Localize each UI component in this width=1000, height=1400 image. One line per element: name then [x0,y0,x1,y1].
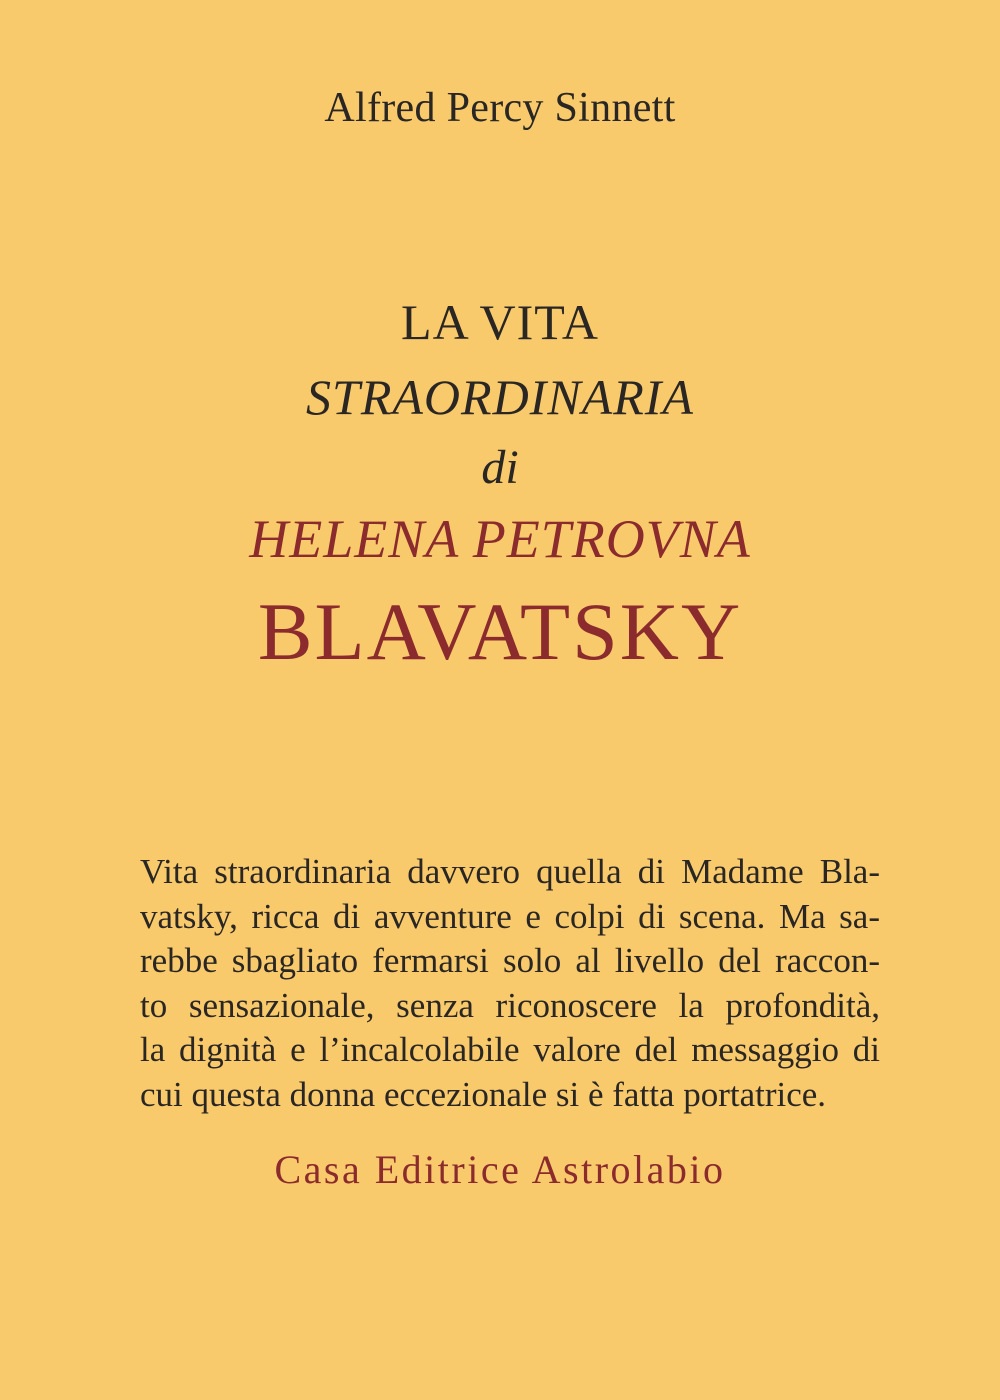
author-name: Alfred Percy Sinnett [324,85,676,131]
blurb-paragraph [140,850,880,1117]
blurb-line: Vita straordinaria davvero quella di Madame Bla- [140,852,880,891]
blurb-line: la dignità e l’incalcolabile valore del messaggio di [140,1030,880,1069]
blurb-line: vatsky, ricca di avventure e colpi di scena. Ma sa- [140,896,880,936]
publisher-name: Casa Editrice Astrolabio [274,1147,726,1192]
title-line-3: di [481,441,519,494]
title-line-2: STRAORDINARIA [306,369,694,425]
blurb-line: rebbe sbagliato fermarsi solo al livello del raccon- [140,941,880,980]
title-line-5: BLAVATSKY [257,586,743,677]
blurb-line: cui questa donna eccezionale si è fatta portatrice. [140,1074,827,1114]
title-line-1: LA VITA [401,294,599,350]
blurb-line: to sensazionale, senza riconoscere la profondità, [140,985,880,1025]
title-line-4: HELENA PETROVNA [249,509,751,569]
